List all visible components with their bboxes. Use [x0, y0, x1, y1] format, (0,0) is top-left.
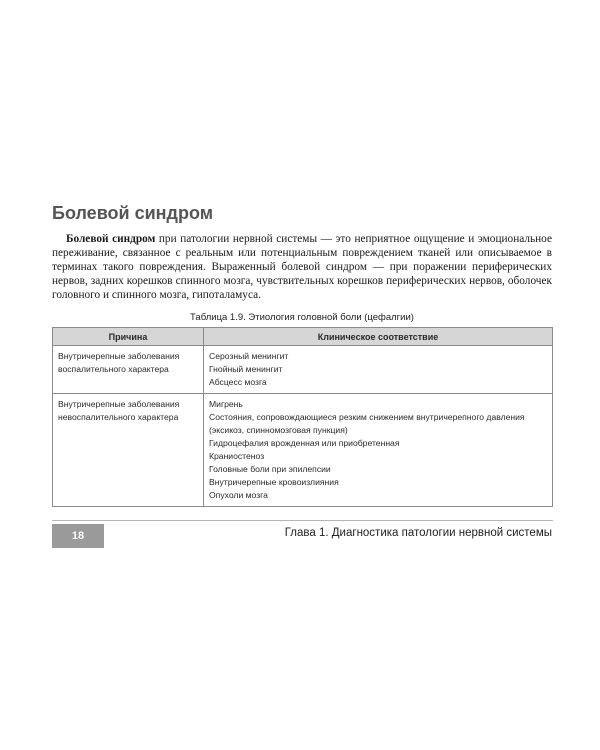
cause-line: Внутричерепные заболевания	[58, 399, 180, 409]
table-row	[53, 394, 553, 507]
chapter-title: Глава 1. Диагностика патологии нервной системы	[284, 527, 552, 539]
cause-line: невоспалительного характера	[58, 412, 179, 422]
cause-line: воспалительного характера	[58, 364, 169, 374]
table-row	[53, 346, 553, 394]
findings-cell	[204, 346, 553, 394]
column-header-findings: Клиническое соответствие	[204, 328, 553, 346]
finding-item: Состояния, сопровождающиеся резким снижением внутричерепного давления	[209, 412, 525, 422]
finding-item: Головные боли при эпилепсии	[209, 464, 331, 474]
table-header-row	[53, 328, 553, 346]
section-title: Болевой синдром	[52, 203, 214, 223]
cause-cell	[53, 394, 204, 507]
cause-cell	[53, 346, 204, 394]
finding-item: Гнойный менингит	[209, 364, 283, 374]
finding-item: Краниостеноз	[209, 451, 265, 461]
footer-divider	[52, 520, 553, 521]
finding-item: (эксикоз, спинномозговая пункция)	[209, 425, 348, 435]
finding-item: Гидроцефалия врожденная или приобретенная	[209, 438, 400, 448]
cause-line: Внутричерепные заболевания	[58, 351, 180, 361]
finding-item: Абсцесс мозга	[209, 377, 267, 387]
term-bold: Болевой синдром	[66, 233, 156, 245]
paragraph-text: при патологии нервной системы — это неприятное ощущение и эмоциональное переживание, связанное с реальным или потенциальным повреждением тканей или описываемое в терминах такого повреждения. Выраженный болевой синдром — при поражении периферических нервов, задних корешков спинного мозга, чувствительных корешков периферических нервов, оболочек головного и спинного мозга, гипоталамуса.	[52, 233, 552, 301]
page-number: 18	[52, 524, 104, 548]
body-paragraph	[52, 232, 552, 302]
column-header-cause: Причина	[53, 328, 204, 346]
finding-item: Мигрень	[209, 399, 243, 409]
finding-item: Серозный менингит	[209, 351, 289, 361]
findings-cell	[204, 394, 553, 507]
table-caption: Таблица 1.9. Этиология головной боли (цефалгии)	[190, 312, 414, 323]
etiology-table	[52, 327, 553, 507]
finding-item: Опухоли мозга	[209, 490, 268, 500]
finding-item: Внутричерепные кровоизлияния	[209, 477, 339, 487]
